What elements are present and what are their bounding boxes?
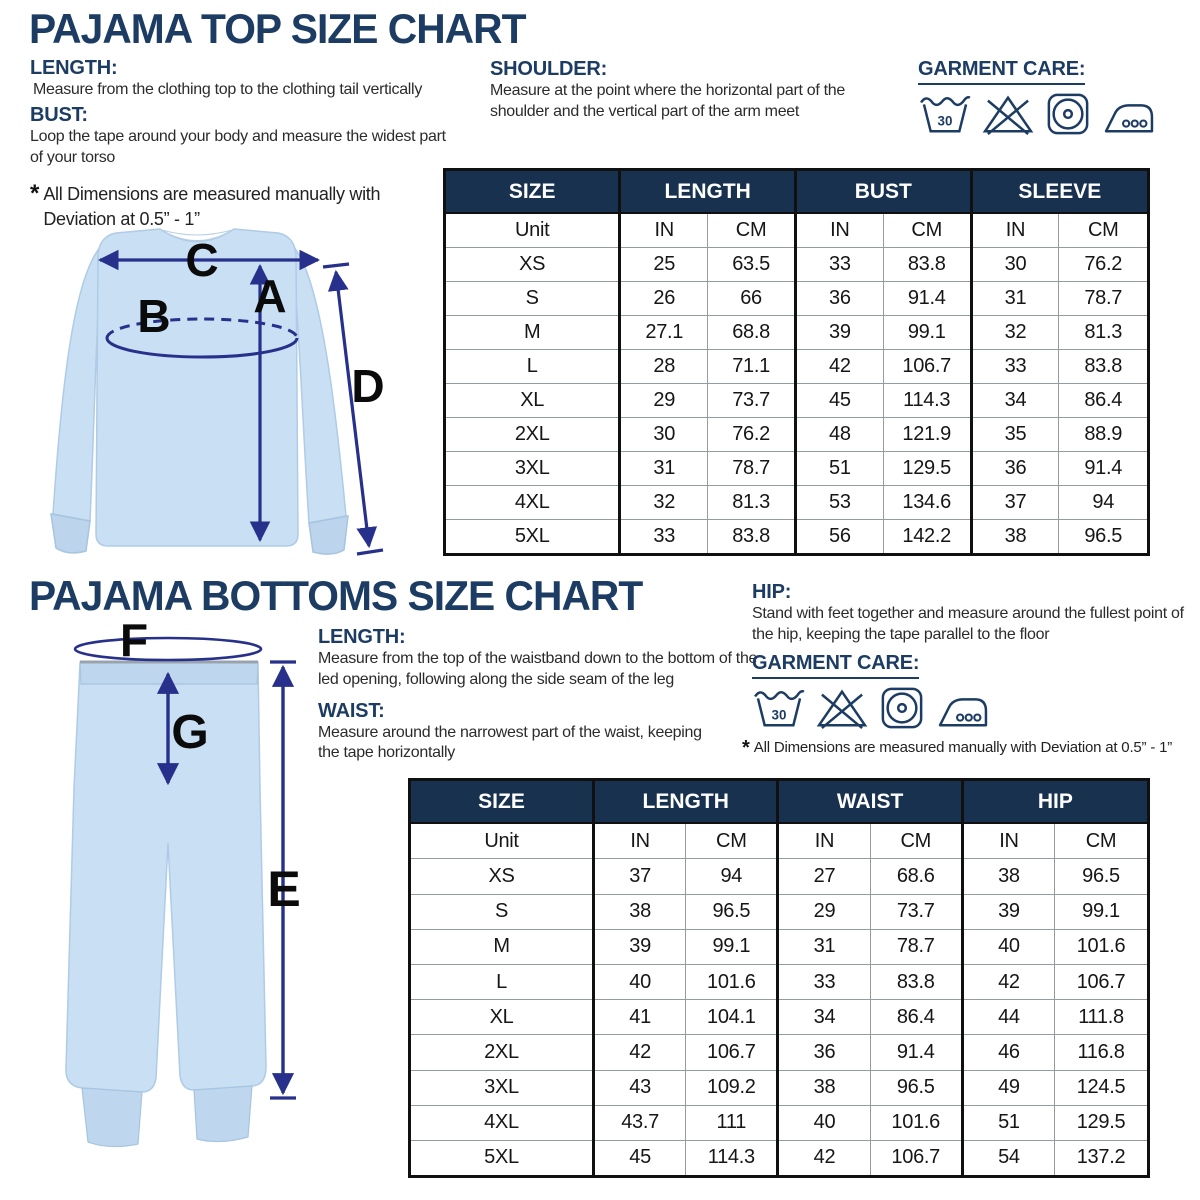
pants-left-cuff: [82, 1088, 142, 1147]
table-cell: CM: [1055, 823, 1147, 859]
pajama-bottoms-illustration: [30, 618, 340, 1198]
shirt-right-cuff: [309, 516, 348, 554]
table-cell: 45: [594, 1140, 686, 1175]
table-cell: 38: [971, 520, 1059, 553]
table-row: [411, 894, 1147, 929]
pajama-top-title: PAJAMA TOP SIZE CHART: [29, 5, 526, 52]
table-cell: 35: [971, 418, 1059, 452]
column-header: LENGTH: [620, 171, 796, 213]
table-cell: 116.8: [1055, 1035, 1147, 1070]
size-cell: XL: [446, 384, 620, 418]
column-header: SLEEVE: [971, 171, 1147, 213]
table-cell: 83.8: [870, 964, 962, 999]
svg-text:30: 30: [937, 113, 953, 129]
table-cell: 106.7: [883, 350, 971, 384]
table-cell: 121.9: [883, 418, 971, 452]
table-cell: 43: [594, 1070, 686, 1105]
table-cell: 45: [795, 384, 883, 418]
table-cell: 33: [971, 350, 1059, 384]
size-cell: L: [411, 964, 594, 999]
table-header-row: [411, 781, 1147, 823]
size-cell: 2XL: [446, 418, 620, 452]
table-cell: 101.6: [870, 1105, 962, 1140]
iron-three-dots-icon: [935, 686, 991, 730]
table-cell: 40: [962, 929, 1054, 964]
table-cell: 37: [594, 859, 686, 894]
length-heading: LENGTH:: [30, 57, 118, 79]
column-header: SIZE: [411, 781, 594, 823]
table-cell: 91.4: [883, 282, 971, 316]
shoulder-heading: SHOULDER:: [490, 58, 608, 80]
table-cell: 36: [795, 282, 883, 316]
table-row: [411, 964, 1147, 999]
shirt-left-sleeve: [53, 250, 100, 521]
unit-row: [411, 823, 1147, 859]
pajama-bottoms-size-table: [408, 778, 1150, 1178]
table-cell: 68.6: [870, 859, 962, 894]
table-row: [446, 282, 1147, 316]
size-cell: 4XL: [411, 1105, 594, 1140]
table-cell: 34: [971, 384, 1059, 418]
table-cell: 96.5: [870, 1070, 962, 1105]
table-cell: 53: [795, 486, 883, 520]
hip-note: [752, 581, 1192, 646]
table-cell: 54: [962, 1140, 1054, 1175]
label-waist-f: F: [119, 618, 149, 666]
table-cell: 48: [795, 418, 883, 452]
table-cell: 104.1: [686, 1000, 778, 1035]
table-cell: 129.5: [883, 452, 971, 486]
table-row: [446, 248, 1147, 282]
table-cell: 39: [962, 894, 1054, 929]
table-cell: 32: [620, 486, 708, 520]
table-cell: 86.4: [870, 1000, 962, 1035]
table-cell: 134.6: [883, 486, 971, 520]
table-cell: 33: [778, 964, 870, 999]
table-cell: 101.6: [1055, 929, 1147, 964]
table-cell: 30: [971, 248, 1059, 282]
size-cell: Unit: [514, 219, 550, 242]
table-row: [411, 1000, 1147, 1035]
table-cell: CM: [708, 213, 796, 248]
table-cell: 111.8: [1055, 1000, 1147, 1035]
table-cell: 101.6: [686, 964, 778, 999]
table-cell: 27.1: [620, 316, 708, 350]
size-cell: 2XL: [411, 1035, 594, 1070]
tumble-dry-icon: [878, 686, 926, 730]
table-cell: CM: [686, 823, 778, 859]
table-cell: 26: [620, 282, 708, 316]
table-cell: 42: [594, 1035, 686, 1070]
iron-three-dots-icon: [1101, 92, 1157, 136]
table-cell: 44: [962, 1000, 1054, 1035]
table-cell: 99.1: [883, 316, 971, 350]
table-cell: 33: [620, 520, 708, 553]
table-cell: 29: [778, 894, 870, 929]
table-cell: 106.7: [870, 1140, 962, 1175]
size-table: [411, 781, 1147, 1175]
table-row: [446, 452, 1147, 486]
table-cell: 99.1: [686, 929, 778, 964]
table-cell: 25: [620, 248, 708, 282]
label-length-a: A: [253, 270, 287, 322]
table-cell: 63.5: [708, 248, 796, 282]
table-cell: 142.2: [883, 520, 971, 553]
table-cell: 78.7: [870, 929, 962, 964]
table-cell: 96.5: [1059, 520, 1147, 553]
table-cell: 96.5: [1055, 859, 1147, 894]
column-header: LENGTH: [594, 781, 778, 823]
wash-30-icon: [918, 92, 972, 136]
table-cell: 29: [620, 384, 708, 418]
table-cell: 43.7: [594, 1105, 686, 1140]
table-cell: 31: [971, 282, 1059, 316]
table-cell: 78.7: [708, 452, 796, 486]
size-cell: M: [446, 316, 620, 350]
pajama-top-size-table: [443, 168, 1150, 556]
table-cell: 106.7: [1055, 964, 1147, 999]
size-cell: 4XL: [446, 486, 620, 520]
table-cell: 28: [620, 350, 708, 384]
bottoms-measure-notes: [318, 626, 778, 764]
table-cell: IN: [962, 823, 1054, 859]
table-row: [446, 418, 1147, 452]
table-cell: 88.9: [1059, 418, 1147, 452]
table-cell: 81.3: [708, 486, 796, 520]
table-cell: 49: [962, 1070, 1054, 1105]
table-cell: 76.2: [1059, 248, 1147, 282]
table-cell: 91.4: [870, 1035, 962, 1070]
do-not-bleach-icon: [815, 686, 869, 730]
size-cell: M: [411, 929, 594, 964]
bottoms-length-description: Measure from the top of the waistband down to the bottom of the led opening, following along the side seam of the leg: [318, 650, 758, 688]
table-cell: 114.3: [883, 384, 971, 418]
size-cell: XL: [411, 1000, 594, 1035]
size-cell: S: [446, 282, 620, 316]
tumble-dry-icon: [1044, 92, 1092, 136]
size-cell: Unit: [484, 829, 519, 852]
table-cell: 42: [778, 1140, 870, 1175]
column-header: BUST: [795, 171, 971, 213]
table-cell: IN: [778, 823, 870, 859]
table-cell: 37: [971, 486, 1059, 520]
pajama-bottoms-title: PAJAMA BOTTOMS SIZE CHART: [29, 572, 643, 619]
garment-care-heading: GARMENT CARE:: [918, 58, 1085, 85]
table-cell: 36: [971, 452, 1059, 486]
shoulder-note: [490, 58, 900, 123]
table-cell: 83.8: [883, 248, 971, 282]
table-cell: 38: [778, 1070, 870, 1105]
label-rise-g: G: [171, 706, 209, 759]
table-cell: 129.5: [1055, 1105, 1147, 1140]
deviation-note-text: All Dimensions are measured manually with Deviation at 0.5” - 1”: [753, 739, 1173, 756]
top-measure-notes: [30, 57, 500, 231]
table-cell: IN: [620, 213, 708, 248]
hip-heading: HIP:: [752, 581, 792, 603]
waist-ellipse: [75, 638, 261, 660]
table-cell: 76.2: [708, 418, 796, 452]
table-cell: CM: [883, 213, 971, 248]
table-cell: 109.2: [686, 1070, 778, 1105]
length-description: Measure from the clothing top to the clothing tail vertically: [33, 81, 423, 98]
table-cell: 96.5: [686, 894, 778, 929]
table-cell: 36: [778, 1035, 870, 1070]
table-cell: 71.1: [708, 350, 796, 384]
table-row: [411, 1070, 1147, 1105]
table-cell: 68.8: [708, 316, 796, 350]
table-cell: 46: [962, 1035, 1054, 1070]
table-row: [411, 1140, 1147, 1175]
table-cell: 94: [686, 859, 778, 894]
table-cell: 94: [1059, 486, 1147, 520]
size-cell: 5XL: [411, 1140, 594, 1175]
bust-description: Loop the tape around your body and measure the widest part of your torso: [30, 127, 446, 166]
table-cell: 30: [620, 418, 708, 452]
table-cell: 31: [620, 452, 708, 486]
asterisk-icon: *: [742, 737, 750, 759]
table-cell: 40: [778, 1105, 870, 1140]
table-cell: 31: [778, 929, 870, 964]
size-cell: 3XL: [411, 1070, 594, 1105]
table-cell: 86.4: [1059, 384, 1147, 418]
table-cell: 106.7: [686, 1035, 778, 1070]
table-cell: 73.7: [870, 894, 962, 929]
size-cell: S: [411, 894, 594, 929]
size-cell: 3XL: [446, 452, 620, 486]
table-cell: 114.3: [686, 1140, 778, 1175]
label-sleeve-d: D: [351, 360, 385, 412]
pajama-top-illustration: [20, 220, 440, 570]
table-cell: IN: [795, 213, 883, 248]
pants-right-cuff: [194, 1086, 252, 1142]
label-shoulder-c: C: [185, 234, 219, 286]
table-cell: 111: [686, 1105, 778, 1140]
table-cell: 56: [795, 520, 883, 553]
table-row: [411, 859, 1147, 894]
bust-heading: BUST:: [30, 103, 88, 126]
table-cell: 41: [594, 1000, 686, 1035]
label-bust-b: B: [137, 290, 171, 342]
table-cell: 51: [795, 452, 883, 486]
table-cell: 137.2: [1055, 1140, 1147, 1175]
column-header: WAIST: [778, 781, 962, 823]
shoulder-description: Measure at the point where the horizontal part of the shoulder and the vertical part of the arm meet: [490, 82, 845, 120]
size-cell: L: [446, 350, 620, 384]
table-cell: CM: [870, 823, 962, 859]
table-cell: CM: [1059, 213, 1147, 248]
deviation-note-text: All Dimensions are measured manually with Deviation at 0.5” - 1”: [43, 184, 381, 229]
asterisk-icon: *: [30, 180, 40, 208]
table-cell: 83.8: [708, 520, 796, 553]
bottoms-length-heading: LENGTH:: [318, 626, 406, 648]
table-row: [446, 316, 1147, 350]
table-header-row: [446, 171, 1147, 213]
table-cell: 124.5: [1055, 1070, 1147, 1105]
shirt-left-cuff: [51, 514, 90, 553]
deviation-note-bottom: [742, 738, 1192, 758]
table-cell: 27: [778, 859, 870, 894]
table-cell: IN: [594, 823, 686, 859]
bottoms-waist-description: Measure around the narrowest part of the waist, keeping the tape horizontally: [318, 723, 702, 762]
table-row: [446, 384, 1147, 418]
size-cell: XS: [446, 248, 620, 282]
size-table: [446, 171, 1147, 553]
table-cell: 66: [708, 282, 796, 316]
care-icons-row: [918, 92, 1157, 136]
table-cell: 81.3: [1059, 316, 1147, 350]
table-cell: 51: [962, 1105, 1054, 1140]
unit-row: [446, 213, 1147, 248]
column-header: HIP: [962, 781, 1147, 823]
table-cell: 38: [962, 859, 1054, 894]
table-cell: 73.7: [708, 384, 796, 418]
table-row: [446, 520, 1147, 553]
table-row: [446, 350, 1147, 384]
do-not-bleach-icon: [981, 92, 1035, 136]
care-icons-row: [752, 686, 991, 730]
table-row: [411, 929, 1147, 964]
table-cell: 78.7: [1059, 282, 1147, 316]
pants-body: [66, 664, 266, 1092]
size-cell: XS: [411, 859, 594, 894]
garment-care-bottom: [752, 652, 991, 730]
table-cell: 83.8: [1059, 350, 1147, 384]
table-cell: 38: [594, 894, 686, 929]
table-cell: 99.1: [1055, 894, 1147, 929]
svg-text:30: 30: [771, 707, 787, 723]
garment-care-top: [918, 58, 1157, 136]
table-row: [411, 1035, 1147, 1070]
table-cell: 42: [795, 350, 883, 384]
table-cell: 39: [795, 316, 883, 350]
table-cell: 91.4: [1059, 452, 1147, 486]
table-row: [446, 486, 1147, 520]
table-cell: 42: [962, 964, 1054, 999]
hip-description: Stand with feet together and measure around the fullest point of the hip, keeping the tape parallel to the floor: [752, 605, 1184, 643]
label-length-e: E: [267, 861, 301, 917]
table-cell: 40: [594, 964, 686, 999]
column-header: SIZE: [446, 171, 620, 213]
table-row: [411, 1105, 1147, 1140]
table-cell: 39: [594, 929, 686, 964]
garment-care-heading: GARMENT CARE:: [752, 652, 919, 679]
table-cell: 32: [971, 316, 1059, 350]
bottoms-waist-heading: WAIST:: [318, 699, 385, 722]
table-cell: 34: [778, 1000, 870, 1035]
wash-30-icon: [752, 686, 806, 730]
table-cell: 33: [795, 248, 883, 282]
table-cell: IN: [971, 213, 1059, 248]
size-cell: 5XL: [446, 520, 620, 553]
